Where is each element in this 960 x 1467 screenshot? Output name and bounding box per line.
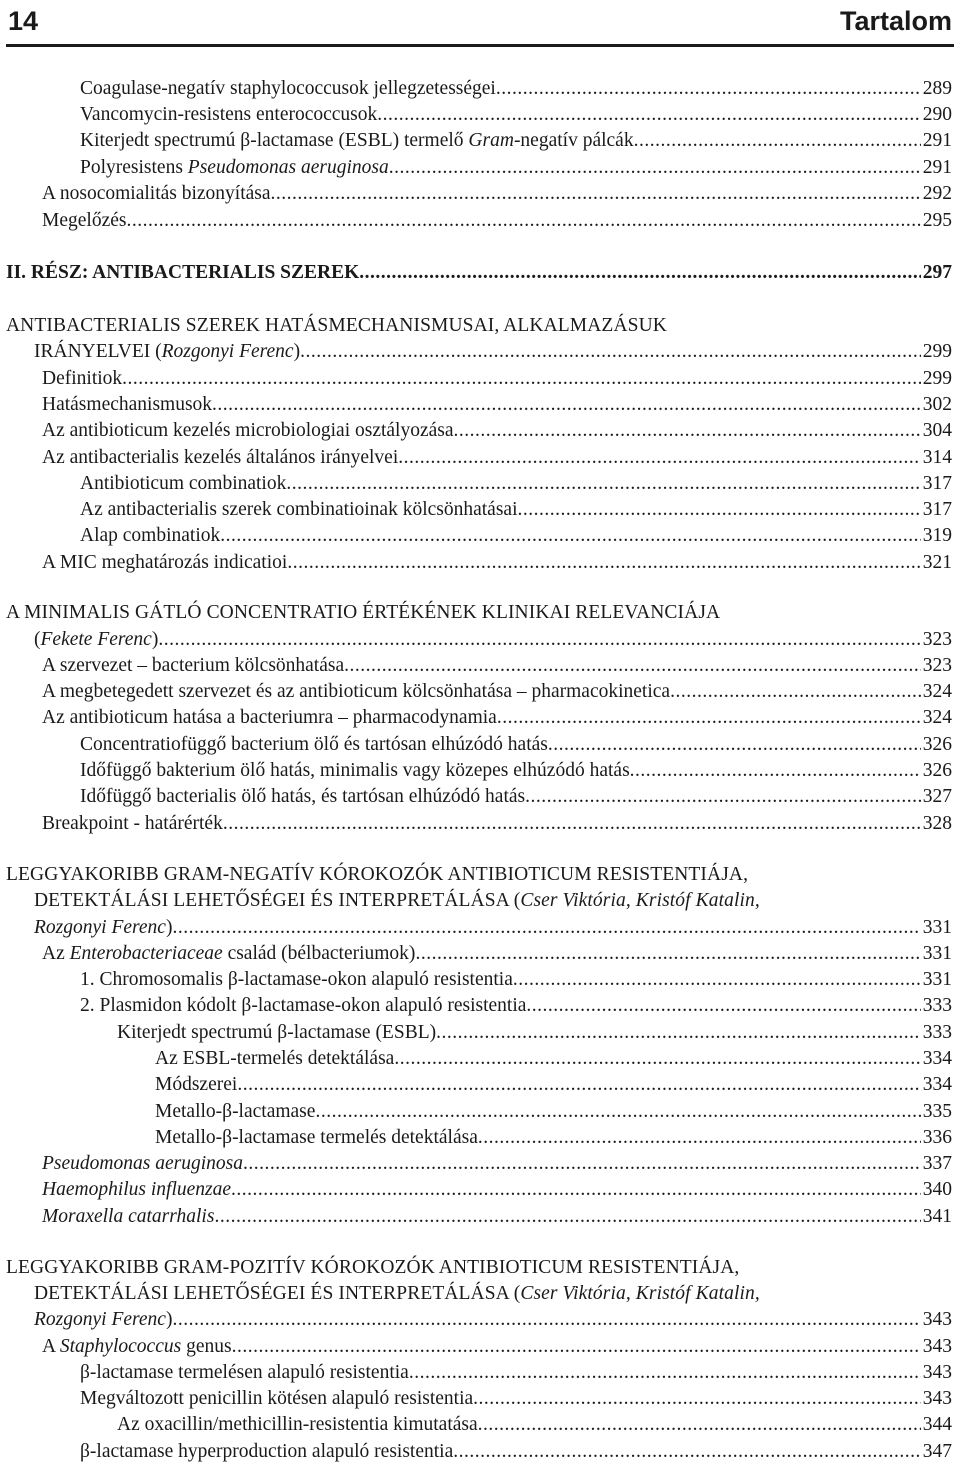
dot-leader	[398, 445, 921, 471]
toc-entry-title	[80, 471, 286, 497]
toc-entry-text-segment: Időfüggő bakterium ölő hatás, minimalis vagy közepes elhúzódó hatás	[80, 760, 630, 781]
toc-entry-title	[42, 1151, 243, 1177]
toc-entry-title	[34, 890, 760, 911]
toc-entry-text-segment: β-lactamase hyperproduction alapuló resistentia	[80, 1441, 454, 1462]
toc-page-number: 302	[922, 394, 952, 415]
toc-page-number: 328	[922, 813, 952, 834]
dot-leader	[630, 758, 921, 784]
toc-entry-text-segment: Haemophilus influenzae	[42, 1179, 232, 1200]
toc-entry[interactable]	[42, 550, 952, 576]
toc-entry-title	[155, 1125, 478, 1151]
toc-page-number: 340	[922, 1179, 952, 1200]
toc-entry-text-segment: Az antibacterialis kezelés általános irányelvei	[42, 447, 399, 468]
toc-entry-text-segment: Megelőzés	[42, 210, 127, 231]
dot-leader	[377, 102, 920, 128]
dot-leader	[214, 1204, 920, 1230]
dot-leader	[389, 155, 921, 181]
toc-entry-text-segment: Pseudomonas aeruginosa	[187, 157, 389, 178]
dot-leader	[415, 941, 920, 967]
toc-page-number: 324	[922, 681, 952, 702]
toc-entry[interactable]	[80, 155, 952, 181]
toc-entry[interactable]	[42, 392, 952, 418]
toc-entry-title	[80, 758, 630, 784]
toc-entry-text-segment: 2. Plasmidon kódolt β-lactamase-okon alapuló resistentia	[80, 995, 527, 1016]
toc-entry[interactable]	[42, 366, 952, 392]
toc-entry[interactable]	[80, 497, 952, 523]
dot-leader	[525, 784, 921, 810]
toc-entry-text-segment: Az antibioticum hatása a bacteriumra – pharmacodynamia	[42, 707, 497, 728]
toc-entry-title	[42, 366, 122, 392]
dot-leader	[670, 679, 921, 705]
toc-page-number: 343	[922, 1388, 952, 1409]
dot-leader	[513, 967, 921, 993]
toc-entry[interactable]	[80, 1386, 952, 1412]
toc-entry[interactable]	[42, 653, 952, 679]
toc-entry-text-segment: Hatásmechanismusok	[42, 394, 213, 415]
dot-leader	[359, 260, 920, 286]
toc-entry-title	[80, 967, 513, 993]
dot-leader	[212, 392, 921, 418]
toc-entry[interactable]	[80, 102, 952, 128]
toc-entry-title	[6, 602, 720, 623]
toc-entry[interactable]	[155, 1046, 952, 1072]
toc-entry-title	[80, 155, 389, 181]
toc-entry-text-segment: DETEKTÁLÁSI LEHETŐSÉGEI ÉS INTERPRETÁLÁSA (	[34, 1283, 521, 1304]
toc-entry-text-segment: Az antibioticum kezelés microbiologiai osztályozása	[42, 420, 454, 441]
toc-entry[interactable]	[80, 758, 952, 784]
toc-entry-title	[34, 915, 172, 941]
toc-page-number: 314	[922, 447, 952, 468]
toc-entry-text-segment: Időfüggő bacterialis ölő hatás, és tartósan elhúzódó hatás	[80, 786, 526, 807]
dot-leader	[232, 1334, 921, 1360]
toc-entry-text-segment: LEGGYAKORIBB GRAM-POZITÍV KÓROKOZÓK ANTIBIOTICUM RESISTENTIÁJA,	[6, 1257, 740, 1278]
toc-entry-title	[34, 1307, 172, 1333]
toc-entry-title	[117, 1412, 478, 1438]
toc-page-number: 299	[922, 368, 952, 389]
dot-leader	[518, 497, 921, 523]
dot-leader	[496, 76, 921, 102]
toc-entry-title	[42, 1334, 232, 1360]
toc-entry-title	[42, 445, 398, 471]
toc-page-number: 323	[922, 655, 952, 676]
dot-leader	[497, 705, 921, 731]
toc-heading-line	[34, 888, 952, 914]
dot-leader	[231, 1177, 921, 1203]
toc-entry[interactable]	[80, 967, 952, 993]
toc-entry-text-segment: )	[165, 917, 173, 938]
toc-entry[interactable]	[42, 181, 952, 207]
toc-page-number: 327	[922, 786, 952, 807]
toc-entry-text-segment: A megbetegedett szervezet és az antibioticum kölcsönhatása – pharmacokinetica	[42, 681, 671, 702]
toc-page-number: 290	[922, 104, 952, 125]
toc-entry-title	[6, 1257, 739, 1278]
toc-entry-title	[42, 181, 271, 207]
toc-page-number: 333	[922, 1022, 952, 1043]
dot-leader	[634, 128, 921, 154]
toc-entry-text-segment: )	[151, 629, 159, 650]
toc-entry-text-segment: β-lactamase termelésen alapuló resistentia	[80, 1362, 409, 1383]
toc-entry[interactable]	[42, 445, 952, 471]
toc-entry[interactable]	[155, 1125, 952, 1151]
toc-entry[interactable]	[34, 627, 952, 653]
toc-entry-text-segment: genus	[181, 1336, 232, 1357]
toc-entry[interactable]	[42, 1151, 952, 1177]
toc-page-number: 292	[922, 183, 952, 204]
toc-page-number: 291	[922, 157, 952, 178]
dot-leader	[243, 1151, 921, 1177]
toc-entry-text-segment: )	[293, 341, 301, 362]
toc-entry-text-segment: Cser Viktória, Kristóf Katalin,	[520, 890, 760, 911]
toc-page-number: 295	[922, 210, 952, 231]
toc-entry-text-segment: Polyresistens	[80, 157, 188, 178]
toc-entry-text-segment: DETEKTÁLÁSI LEHETŐSÉGEI ÉS INTERPRETÁLÁSA (	[34, 890, 521, 911]
toc-page-number: 317	[922, 499, 952, 520]
section-title: Tartalom	[839, 6, 952, 36]
toc-entry-title	[80, 497, 518, 523]
toc-page-number: 347	[922, 1441, 952, 1462]
toc-entry-text-segment: Kiterjedt spectrumú β-lactamase (ESBL) termelő	[80, 130, 469, 151]
toc-entry[interactable]	[155, 1099, 952, 1125]
toc-entry-title	[80, 784, 525, 810]
dot-leader	[172, 1307, 920, 1333]
dot-leader	[453, 1439, 921, 1465]
toc-entry[interactable]	[80, 471, 952, 497]
toc-entry-title	[42, 1177, 231, 1203]
toc-page-number: 331	[922, 917, 952, 938]
dot-leader	[478, 1125, 921, 1151]
toc-entry-text-segment: II. RÉSZ: ANTIBACTERIALIS SZEREK	[6, 262, 360, 283]
toc-entry-text-segment: Concentratiofüggő bacterium ölő és tartósan elhúzódó hatás	[80, 734, 548, 755]
toc-page-number: 333	[922, 995, 952, 1016]
toc-entry-title	[42, 550, 287, 576]
toc-page-number: 343	[922, 1336, 952, 1357]
toc-page-number: 299	[922, 341, 952, 362]
toc-entry-title	[155, 1046, 394, 1072]
toc-entry-title	[42, 941, 415, 967]
dot-leader	[409, 1360, 921, 1386]
toc-page-number: 297	[922, 262, 952, 283]
dot-leader	[271, 181, 921, 207]
toc-page-number: 319	[922, 525, 952, 546]
toc-page-number: 341	[922, 1206, 952, 1227]
toc-entry[interactable]	[80, 1439, 952, 1465]
toc-entry[interactable]	[42, 679, 952, 705]
toc-entry-text-segment: A	[42, 1336, 60, 1357]
toc-page-number: 291	[922, 130, 952, 151]
toc-entry[interactable]	[42, 1204, 952, 1230]
toc-entry-title	[80, 128, 634, 154]
toc-heading-line	[6, 862, 952, 888]
toc-page-number: 335	[922, 1101, 952, 1122]
toc-entry-text-segment: Rozgonyi Ferenc	[34, 1309, 166, 1330]
dot-leader	[220, 523, 920, 549]
toc-page-number: 326	[922, 760, 952, 781]
toc-entry-title	[80, 523, 220, 549]
toc-page-number: 337	[922, 1153, 952, 1174]
toc-entry-title	[117, 1020, 436, 1046]
toc-page-number: 304	[922, 420, 952, 441]
dot-leader	[526, 993, 920, 1019]
dot-leader	[158, 627, 920, 653]
toc-entry[interactable]	[42, 1334, 952, 1360]
toc-entry-title	[80, 1439, 453, 1465]
toc-entry-text-segment: Fekete Ferenc	[40, 629, 152, 650]
toc-entry-text-segment: A MINIMALIS GÁTLÓ CONCENTRATIO ÉRTÉKÉNEK KLINIKAI RELEVANCIÁJA	[6, 602, 721, 623]
toc-entry-title	[80, 102, 377, 128]
toc-entry[interactable]	[42, 705, 952, 731]
toc-entry[interactable]	[117, 1412, 952, 1438]
dot-leader	[287, 550, 920, 576]
toc-entry-title	[80, 76, 496, 102]
toc-entry-title	[155, 1072, 237, 1098]
dot-leader	[548, 732, 921, 758]
toc-entry-title	[42, 1204, 214, 1230]
toc-entry-text-segment: Metallo-β-lactamase termelés detektálása	[155, 1127, 478, 1148]
toc-entry-text-segment: A MIC meghatározás indicatioi	[42, 552, 288, 573]
toc-entry-text-segment: IRÁNYELVEI (	[34, 341, 162, 362]
toc-heading-line	[34, 1281, 952, 1307]
dot-leader	[223, 811, 921, 837]
toc-entry-title	[34, 339, 300, 365]
toc-entry-text-segment: Antibioticum combinatiok	[80, 473, 287, 494]
toc-entry-title	[6, 260, 359, 286]
toc-entry[interactable]	[42, 208, 952, 234]
toc-entry-text-segment: Vancomycin-resistens enterococcusok	[80, 104, 378, 125]
dot-leader	[478, 1412, 921, 1438]
toc-entry-text-segment: -negatív pálcák	[513, 130, 634, 151]
toc-entry-title	[80, 732, 548, 758]
toc-page-number: 334	[922, 1048, 952, 1069]
toc-page-number: 324	[922, 707, 952, 728]
toc-entry-text-segment: Breakpoint - határérték	[42, 813, 223, 834]
toc-entry-title	[80, 1386, 473, 1412]
toc-entry-title	[34, 627, 158, 653]
dot-leader	[344, 653, 921, 679]
toc-entry-title	[80, 1360, 409, 1386]
toc-page-number: 289	[922, 78, 952, 99]
toc-entry-text-segment: Pseudomonas aeruginosa	[42, 1153, 243, 1174]
toc-entry-text-segment: (	[34, 629, 41, 650]
toc-entry-text-segment: Rozgonyi Ferenc	[161, 341, 294, 362]
toc-entry-text-segment: Az	[42, 943, 70, 964]
toc-entry-text-segment: Coagulase-negatív staphylococcusok jellegzetességei	[80, 78, 496, 99]
toc-entry-title	[42, 705, 497, 731]
toc-entry-text-segment: Az ESBL-termelés detektálása	[155, 1048, 395, 1069]
toc-entry-text-segment: LEGGYAKORIBB GRAM-NEGATÍV KÓROKOZÓK ANTIBIOTICUM RESISTENTIÁJA,	[6, 864, 749, 885]
toc-entry-title	[34, 1283, 760, 1304]
toc-entry-title	[42, 653, 344, 679]
toc-entry-title	[42, 418, 454, 444]
toc-entry-text-segment: Alap combinatiok	[80, 525, 221, 546]
toc-entry[interactable]	[34, 339, 952, 365]
toc-heading-line	[6, 600, 952, 626]
toc-entry-text-segment: Megváltozott penicillin kötésen alapuló resistentia	[80, 1388, 474, 1409]
toc-entry-text-segment: Az antibacterialis szerek combinatioinak kölcsönhatásai	[80, 499, 518, 520]
toc-entry-title	[42, 392, 212, 418]
toc-entry-text-segment: Moraxella catarrhalis	[42, 1206, 215, 1227]
toc-entry-text-segment: 1. Chromosomalis β-lactamase-okon alapuló resistentia	[80, 969, 513, 990]
toc-heading-line	[6, 1255, 952, 1281]
toc-entry[interactable]	[80, 1360, 952, 1386]
toc-entry-text-segment: Enterobacteriaceae	[69, 943, 223, 964]
toc-page-number: 326	[922, 734, 952, 755]
toc-entry-title	[42, 811, 223, 837]
dot-leader	[286, 471, 920, 497]
toc-page-number: 343	[922, 1309, 952, 1330]
toc-heading-line	[6, 313, 952, 339]
toc-entry[interactable]	[117, 1020, 952, 1046]
toc-entry-text-segment: )	[165, 1309, 173, 1330]
toc-entry[interactable]	[80, 523, 952, 549]
toc-entry[interactable]	[42, 811, 952, 837]
dot-leader	[454, 418, 921, 444]
dot-leader	[237, 1072, 920, 1098]
toc-page-number: 317	[922, 473, 952, 494]
toc-entry-title	[6, 864, 748, 885]
toc-entry[interactable]	[42, 941, 952, 967]
toc-entry-text-segment: ANTIBACTERIALIS SZEREK HATÁSMECHANISMUSAI, ALKALMAZÁSUK	[6, 315, 667, 336]
toc-entry-title	[155, 1099, 315, 1125]
toc-entry[interactable]	[155, 1072, 952, 1098]
toc-entry-title	[6, 315, 667, 336]
toc-entry-text-segment: család (bélbacteriumok)	[222, 943, 416, 964]
dot-leader	[126, 208, 920, 234]
toc-entry-title	[80, 993, 526, 1019]
toc-entry-title	[42, 208, 126, 234]
dot-leader	[394, 1046, 920, 1072]
toc-entry[interactable]	[80, 784, 952, 810]
dot-leader	[315, 1099, 920, 1125]
toc-part-entry[interactable]	[6, 260, 952, 286]
toc-entry-text-segment: Definitiok	[42, 368, 123, 389]
dot-leader	[122, 366, 921, 392]
toc-page-number: 334	[922, 1074, 952, 1095]
toc-entry[interactable]	[34, 915, 952, 941]
toc-page-number: 344	[922, 1414, 952, 1435]
toc-entry-text-segment: Módszerei	[155, 1074, 238, 1095]
toc-page-number: 331	[922, 969, 952, 990]
toc-entry[interactable]	[80, 128, 952, 154]
toc-entry[interactable]	[42, 1177, 952, 1203]
toc-page-number: 343	[922, 1362, 952, 1383]
toc-page-number: 336	[922, 1127, 952, 1148]
dot-leader	[172, 915, 920, 941]
toc-entry-text-segment: Kiterjedt spectrumú β-lactamase (ESBL)	[117, 1022, 437, 1043]
toc-entry[interactable]	[42, 418, 952, 444]
dot-leader	[300, 339, 921, 365]
toc-entry-text-segment: Gram	[468, 130, 514, 151]
toc-entry-text-segment: A nosocomialitás bizonyítása	[42, 183, 271, 204]
page-number: 14	[8, 6, 39, 36]
dot-leader	[436, 1020, 921, 1046]
toc-entry-text-segment: Rozgonyi Ferenc	[34, 917, 166, 938]
toc-entry-title	[42, 679, 670, 705]
toc-page-number: 321	[922, 552, 952, 573]
toc-entry[interactable]	[34, 1307, 952, 1333]
toc-entry-text-segment: Cser Viktória, Kristóf Katalin,	[520, 1283, 760, 1304]
toc-entry-text-segment: Staphylococcus	[59, 1336, 182, 1357]
toc-entry-text-segment: Az oxacillin/methicillin-resistentia kimutatása	[117, 1414, 478, 1435]
toc-page-number: 331	[922, 943, 952, 964]
dot-leader	[473, 1386, 921, 1412]
toc-entry-text-segment: Metallo-β-lactamase	[155, 1101, 316, 1122]
toc-entry[interactable]	[80, 732, 952, 758]
toc-page-number: 323	[922, 629, 952, 650]
toc-entry[interactable]	[80, 993, 952, 1019]
toc-entry[interactable]	[80, 76, 952, 102]
toc-entry-text-segment: A szervezet – bacterium kölcsönhatása	[42, 655, 345, 676]
